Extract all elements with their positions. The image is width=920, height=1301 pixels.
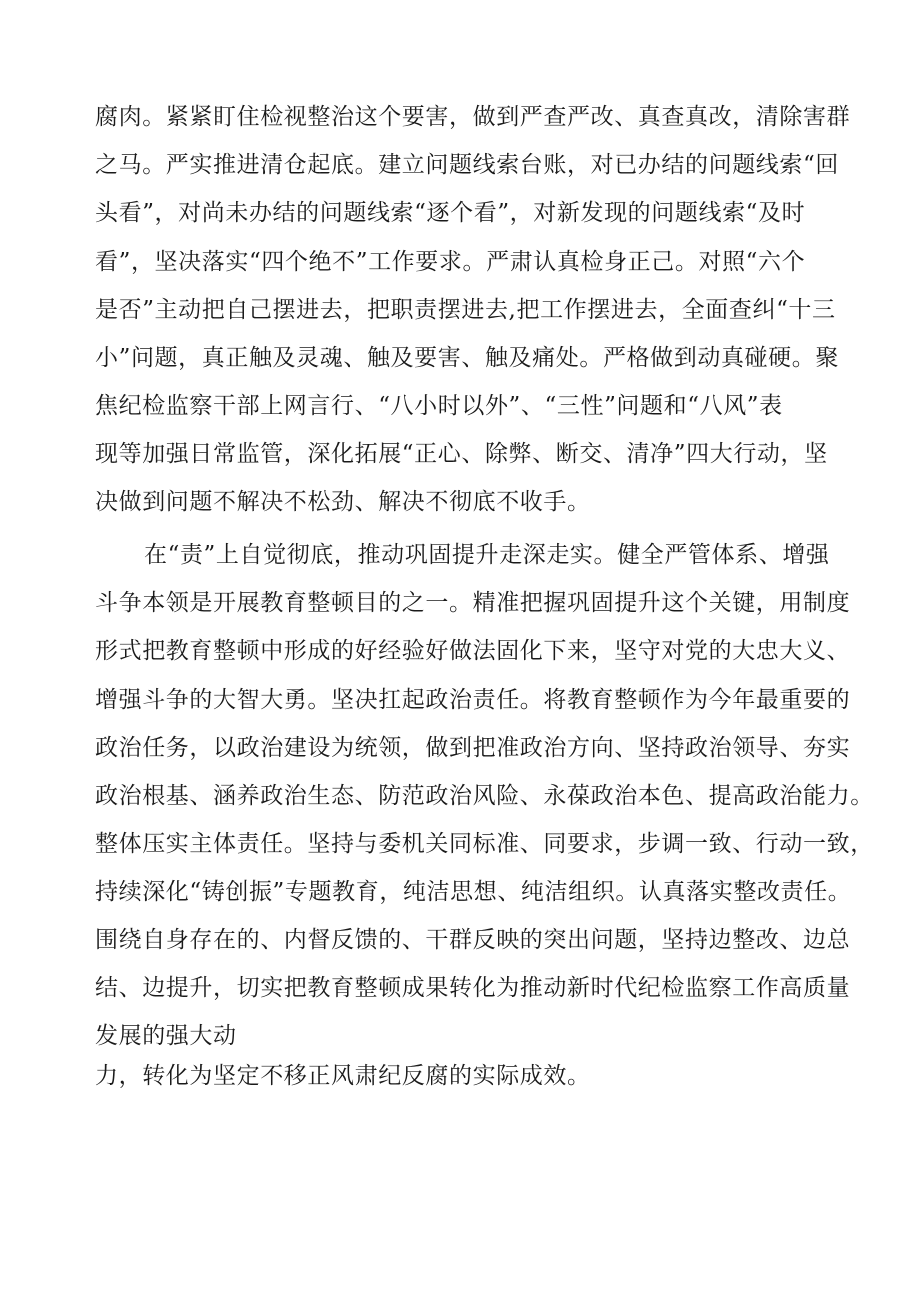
- paragraph-2-line-4: 增强斗争的大智大勇。坚决扛起政治责任。将教育整顿作为今年最重要的: [95, 687, 851, 713]
- paragraph-2-line-8: 持续深化“铸创振”专题教育，纯洁思想、纯洁组织。认真落实整改责任。: [95, 879, 852, 905]
- paragraph-1-line-7: 焦纪检监察干部上网言行、“八小时以外”、“三性”问题和“八风”表: [95, 393, 783, 419]
- paragraph-1-line-8: 现等加强日常监管，深化拓展“正心、除弊、断交、清净”四大行动，坚: [95, 441, 828, 467]
- paragraph-2-line-5: 政治任务，以政治建设为统领，做到把准政治方向、坚持政治领导、夯实: [95, 735, 851, 761]
- paragraph-2-line-9: 围绕自身存在的、内督反馈的、干群反映的突出问题，坚持边整改、边总: [95, 927, 851, 953]
- paragraph-2-line-10: 结、边提升，切实把教育整顿成果转化为推动新时代纪检监察工作高质量: [95, 975, 851, 1001]
- paragraph-1-line-1: 腐肉。紧紧盯住检视整治这个要害，做到严查严改、真查真改，清除害群: [95, 104, 851, 130]
- paragraph-2-line-2: 斗争本领是开展教育整顿目的之一。精准把握巩固提升这个关键，用制度: [95, 590, 851, 616]
- paragraph-2-line-12: 力，转化为坚定不移正风肃纪反腐的实际成效。: [95, 1063, 591, 1089]
- paragraph-1-line-5: 是否”主动把自己摆进去，把职责摆进去,把工作摆进去，全面查纠“十三: [95, 297, 836, 323]
- paragraph-2-line-3: 形式把教育整顿中形成的好经验好做法固化下来，坚守对党的大忠大义、: [95, 638, 851, 664]
- paragraph-1-line-4: 看”，坚决落实“四个绝不”工作要求。严肃认真检身正己。对照“六个: [95, 249, 806, 275]
- paragraph-2-line-1: 在“责”上自觉彻底，推动巩固提升走深走实。健全严管体系、增强: [144, 542, 830, 568]
- paragraph-1-line-2: 之马。严实推进清仓起底。建立问题线索台账，对已办结的问题线索“回: [95, 152, 839, 178]
- paragraph-2-line-7: 整体压实主体责任。坚持与委机关同标准、同要求，步调一致、行动一致，: [95, 831, 874, 857]
- paragraph-1-line-6: 小”问题，真正触及灵魂、触及要害、触及痛处。严格做到动真碰硬。聚: [95, 345, 839, 371]
- paragraph-1-line-3: 头看”，对尚未办结的问题线索“逐个看”，对新发现的问题线索“及时: [95, 200, 806, 226]
- paragraph-1-line-9: 决做到问题不解决不松劲、解决不彻底不收手。: [95, 489, 591, 515]
- paragraph-2-line-11: 发展的强大动: [95, 1023, 237, 1049]
- paragraph-2-line-6: 政治根基、涵养政治生态、防范政治风险、永葆政治本色、提高政治能力。: [95, 783, 874, 809]
